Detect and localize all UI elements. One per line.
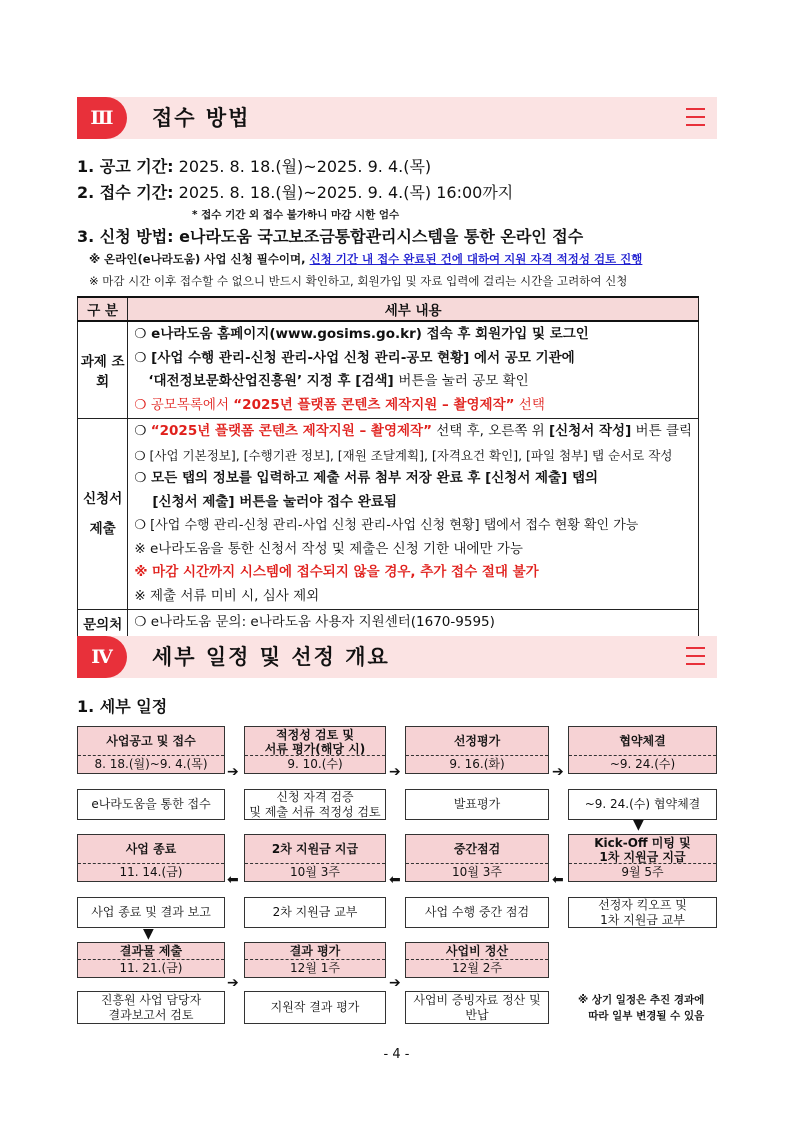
- section-header-3: [77, 97, 717, 139]
- step-midterm: 중간점검 10월 3주: [405, 834, 549, 882]
- arrow-left-icon: ⬅: [227, 872, 239, 888]
- section-header-4: [77, 636, 717, 678]
- step-review: 적정성 검토 및 서류 평가(해당 시) 9. 10.(수): [244, 726, 386, 774]
- arrow-right-icon: ➔: [227, 975, 239, 991]
- section-number: Ⅲ: [77, 97, 127, 139]
- step-deliverable: 결과물 제출 11. 21.(금): [77, 942, 225, 978]
- step-settlement: 사업비 정산 12월 2주: [405, 942, 549, 978]
- desc-online-submit: e나라도움을 통한 접수: [77, 789, 225, 820]
- desc-end-report: 사업 종료 및 결과 보고: [77, 897, 225, 928]
- step-agreement: 협약체결 ~9. 24.(수): [568, 726, 717, 774]
- arrow-right-icon: ➔: [389, 764, 401, 780]
- row-label-submit: 신청서 제출: [78, 419, 128, 610]
- application-method: 3. 신청 방법: e나라도움 국고보조금통합관리시스템을 통한 온라인 접수: [77, 227, 584, 246]
- desc-midterm-check: 사업 수행 중간 점검: [405, 897, 549, 928]
- table-header-details: 세부 내용: [128, 297, 699, 321]
- application-period: 2. 접수 기간: 2025. 8. 18.(월)~2025. 9. 4.(목) 16:00까지: [77, 183, 514, 202]
- desc-agreement: ~9. 24.(수) 협약체결: [568, 789, 717, 820]
- arrow-down-icon: ▼: [633, 817, 644, 833]
- desc-kickoff: 선정자 킥오프 및 1차 지원금 교부: [568, 897, 717, 928]
- arrow-right-icon: ➔: [552, 764, 564, 780]
- row-content-search: ❍ e나라도움 홈페이지(www.gosims.go.kr) 접속 후 회원가입 및 로그인 ❍ [사업 수행 관리-신청 관리-사업 신청 관리-공모 현황] 에서 공모 기관에 ‘대전정보문화산업진흥원’ 지정 후 [검색] 버튼을 눌러 공모 확인 ❍ 공모목록에서 “2025년 플랫폼 콘텐츠 제작지원 – 촬영제작” 선택: [128, 321, 699, 419]
- arrow-left-icon: ⬅: [552, 872, 564, 888]
- arrow-right-icon: ➔: [227, 764, 239, 780]
- desc-second-grant: 2차 지원금 교부: [244, 897, 386, 928]
- section-number: Ⅳ: [77, 636, 127, 678]
- arrow-left-icon: ⬅: [389, 872, 401, 888]
- desc-settlement: 사업비 증빙자료 정산 및 반납: [405, 991, 549, 1024]
- row-label-contact: 문의처: [78, 610, 128, 637]
- notice-period: 1. 공고 기간: 2025. 8. 18.(월)~2025. 9. 4.(목): [77, 157, 432, 176]
- desc-result-eval: 지원작 결과 평가: [244, 991, 386, 1024]
- online-note: ※ 온라인(e나라도움) 사업 신청 필수이며, 신청 기간 내 접수 완료된 건에 대하여 지원 자격 적정성 검토 진행: [89, 252, 643, 266]
- row-label-search: 과제 조회: [78, 321, 128, 419]
- table-header-category: 구 분: [78, 297, 128, 321]
- deadline-warning: ※ 마감 시간 이후 접수할 수 없으니 반드시 확인하고, 회원가입 및 자료 입력에 걸리는 시간을 고려하여 신청: [89, 274, 628, 288]
- row-content-submit: ❍ “2025년 플랫폼 콘텐츠 제작지원 – 촬영제작” 선택 후, 오른쪽 위 [신청서 작성] 버튼 클릭 ❍ [사업 기본정보], [수행기관 정보], [재원 조달계획], [자격요건 확인], [파일 첨부] 탭 순서로 작성 ❍ 모든 탭의 정보를 입력하고 제출 서류 첨부 저장 완료 후 [신청서 제출] 탭의 [신청서 제출] 버튼을 눌러야 접수 완료됨 ❍ [사업 수행 관리-신청 관리-사업 신청 관리-사업 신청 현황] 탭에서 접수 현황 확인 가능 ※ e나라도움을 통한 신청서 작성 및 제출은 신청 기한 내에만 가능 ※ 마감 시간까지 시스템에 접수되지 않을 경우, 추가 접수 절대 불가 ※ 제출 서류 미비 시, 심사 제외: [128, 419, 699, 610]
- row-content-contact: ❍ e나라도움 문의: e나라도움 사용자 지원센터(1670-9595): [128, 610, 699, 637]
- section-title: 접수 방법: [152, 106, 251, 130]
- application-table: [77, 296, 699, 638]
- step-selection: 선정평가 9. 16.(화): [405, 726, 549, 774]
- step-result-eval: 결과 평가 12월 1주: [244, 942, 386, 978]
- arrow-right-icon: ➔: [389, 975, 401, 991]
- desc-report-review: 진흥원 사업 담당자 결과보고서 검토: [77, 991, 225, 1024]
- section-title: 세부 일정 및 선정 개요: [152, 645, 390, 669]
- desc-qualification: 신청 자격 검증 및 제출 서류 적정성 검토: [244, 789, 386, 820]
- step-notice: 사업공고 및 접수 8. 18.(월)~9. 4.(목): [77, 726, 225, 774]
- step-second-payment: 2차 지원금 지급 10월 3주: [244, 834, 386, 882]
- step-kickoff: Kick-Off 미팅 및 1차 지원금 지급 9월 5주: [568, 834, 717, 882]
- desc-presentation: 발표평가: [405, 789, 549, 820]
- menu-icon: [686, 647, 705, 671]
- arrow-down-icon: ▼: [143, 926, 154, 942]
- schedule-change-note: ※ 상기 일정은 추진 경과에 따라 일부 변경될 수 있음: [578, 994, 705, 1022]
- deadline-note: * 접수 기간 외 접수 불가하니 마감 시한 엄수: [192, 209, 400, 221]
- page-number: - 4 -: [383, 1047, 410, 1062]
- menu-icon: [686, 108, 705, 132]
- schedule-subtitle: 1. 세부 일정: [77, 697, 168, 716]
- step-end: 사업 종료 11. 14.(금): [77, 834, 225, 882]
